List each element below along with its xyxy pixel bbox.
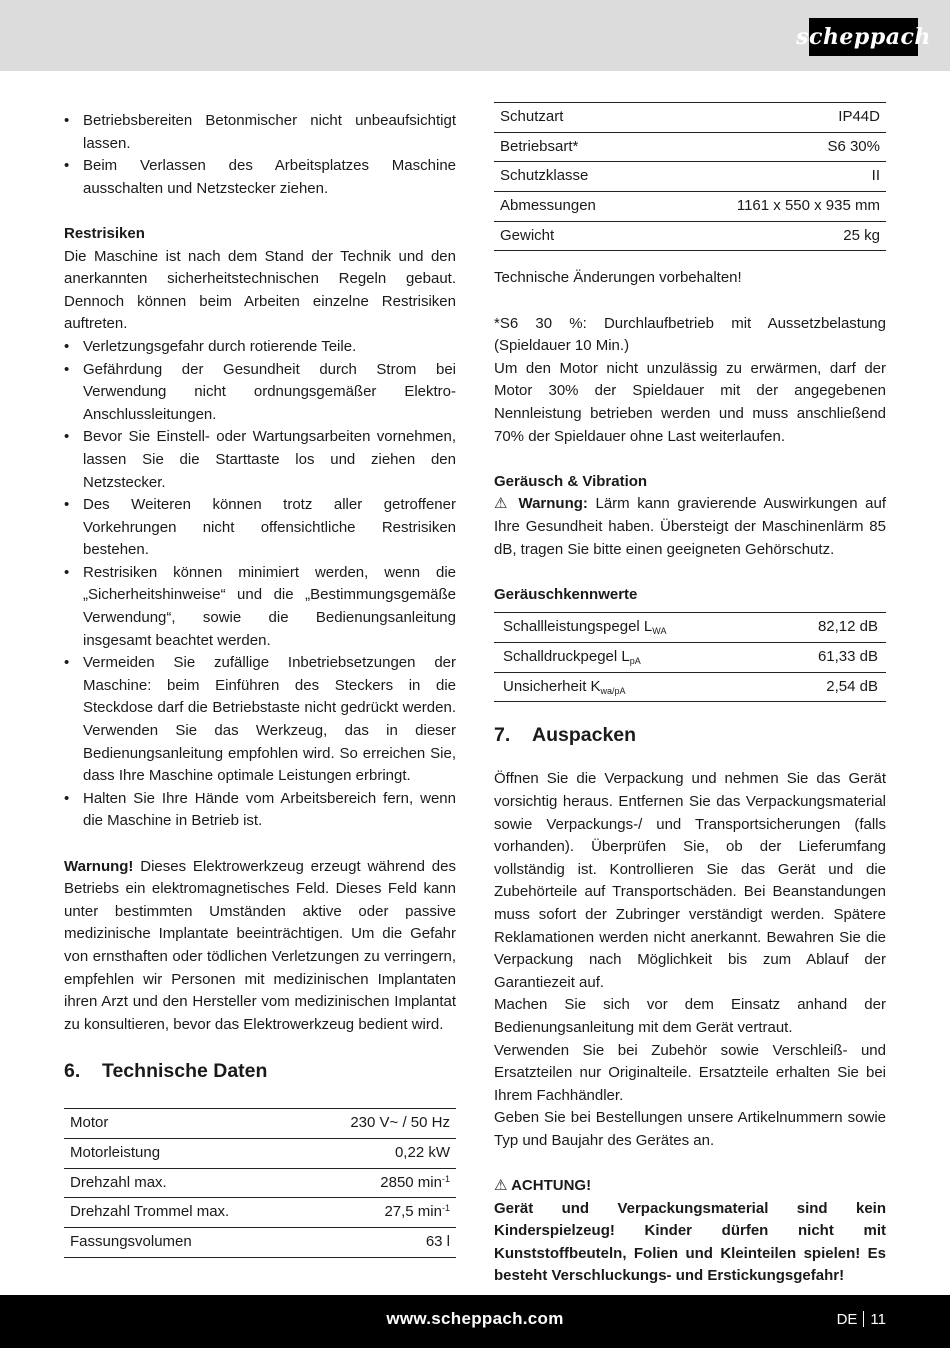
s6-footnote: *S6 30 %: Durchlaufbetrieb mit Aussetzbelastung (Spieldauer 10 Min.) (494, 314, 886, 355)
website-link[interactable]: www.scheppach.com (386, 1309, 564, 1328)
warning-text: Dieses Elektrowerkzeug erzeugt während des Betriebs ein elektromagnetisches Feld. Dieses Feld kann unter bestimmten Umständen aktive oder passive medizinische Implantate beeinträchtigen. Um die Gefahr von ernsthaften oder tödlichen Verletzungen zu verringern, empfehlen wir Personen mit medizinischen Implantaten ihren Arzt und den Hersteller vom medizinischen Implantat zu konsultieren, bevor das Elektrowerkzeug bedient wird. (64, 857, 456, 1033)
spec-table (494, 102, 886, 251)
noise-values-heading: Geräuschkennwerte (494, 585, 638, 603)
table-row (494, 221, 886, 251)
emf-warning-paragraph (64, 856, 456, 1037)
table-row (494, 132, 886, 162)
list-item: • Verletzungsgefahr durch rotierende Teile. (64, 336, 456, 359)
noise-warning-paragraph (494, 493, 886, 561)
table-cell-value: 25 kg (655, 221, 886, 251)
table-cell-value: 82,12 dB (771, 613, 886, 643)
warning-triangle-icon: ⚠ (494, 1177, 508, 1195)
table-row (64, 1228, 456, 1258)
section-title: Technische Daten (102, 1060, 268, 1083)
page-indicator (837, 1309, 886, 1332)
section-heading-technical-data (64, 1058, 456, 1084)
unpack-paragraph: Machen Sie sich vor dem Einsatz anhand der Bedienungsanleitung mit dem Gerät vertraut. (494, 996, 886, 1036)
right-column (494, 102, 886, 1288)
technical-data-table (64, 1108, 456, 1257)
section-number: 7. (494, 724, 511, 747)
table-cell-label: Schallleistungspegel $L_{WA}$ (494, 613, 771, 643)
list-item: • Restrisiken können minimiert werden, wenn die „Sicherheitshinweise“ und die „Bestimmungsgemäße Verwendung“, sowie die Bedienungsanleitung insgesamt beachtet werden. (64, 562, 456, 652)
table-cell-value: S6 30% (655, 132, 886, 162)
table-row (494, 162, 886, 192)
unpack-paragraph: Öffnen Sie die Verpackung und nehmen Sie das Gerät vorsichtig heraus. Entfernen Sie das Verpackungsmaterial sowie Verpackungs-/ und Transportsicherungen (falls vorhanden). Überprüfen Sie, ob der Lieferumfang vollständig ist. Kontrollieren Sie das Gerät und die Zubehörteile auf Transportschäden. Bei Beanstandungen muss sofort der Zubringer verständigt werden. Spätere Reklamationen werden nicht anerkannt. Bewahren Sie die Verpackung nach Möglichkeit bis zum Ablauf der Garantiezeit auf. (494, 770, 886, 991)
table-cell-label: Drehzahl Trommel max. (64, 1198, 301, 1228)
page-footer (0, 1295, 950, 1348)
table-cell-label: Schutzart (494, 103, 655, 133)
list-item: • Vermeiden Sie zufällige Inbetriebsetzungen der Maschine: beim Einführen des Steckers in die Steckdose darf die Betriebstaste nicht gedrückt werden. Verwenden Sie das Werkzeug, das in dieser Bedienungsanleitung empfohlen wird. So erreichen Sie, dass Ihre Maschine optimale Leistungen erbringt. (64, 652, 456, 788)
residual-risks-heading: Restrisiken (64, 224, 145, 242)
page-header (0, 0, 950, 71)
brand-logo: scheppach (809, 18, 918, 56)
safety-bullet-list (64, 110, 456, 200)
table-cell-label: Gewicht (494, 221, 655, 251)
list-item: • Bevor Sie Einstell- oder Wartungsarbeiten vornehmen, lassen Sie die Starttaste los und ziehen den Netzstecker. (64, 426, 456, 494)
table-row (64, 1168, 456, 1198)
noise-values-table (494, 612, 886, 702)
list-item: • Betriebsbereiten Betonmischer nicht unbeaufsichtigt lassen. (64, 110, 456, 155)
left-column (64, 110, 456, 1258)
table-cell-label: Schutzklasse (494, 162, 655, 192)
table-cell-value: 0,22 kW (301, 1139, 456, 1169)
table-row (494, 613, 886, 643)
table-row (64, 1198, 456, 1228)
residual-risks-intro: Die Maschine ist nach dem Stand der Technik und den anerkannten sicherheitstechnischen Regeln gebaut. Dennoch können beim Arbeiten einzelne Restrisiken auftreten. (64, 247, 456, 333)
table-row (494, 103, 886, 133)
table-row (494, 192, 886, 222)
list-item: • Halten Sie Ihre Hände vom Arbeitsbereich fern, wenn die Maschine in Betrieb ist. (64, 788, 456, 833)
unpack-paragraph: Geben Sie bei Bestellungen unsere Artikelnummern sowie Typ und Baujahr des Gerätes an. (494, 1109, 886, 1149)
noise-vibration-heading: Geräusch & Vibration (494, 472, 648, 490)
table-cell-value: 230 V~ / 50 Hz (301, 1109, 456, 1139)
table-row (494, 672, 886, 702)
table-cell-value: 63 l (301, 1228, 456, 1258)
warning-text: Lärm kann gravierende Auswirkungen auf Ihre Gesundheit haben. Übersteigt der Maschinenlärm 85 dB, tragen Sie bitte einen geeigneten Gehörschutz. (494, 495, 886, 558)
table-cell-label: Motor (64, 1109, 301, 1139)
table-cell-label: Abmessungen (494, 192, 655, 222)
warning-label: Warnung! (64, 857, 134, 875)
s6-explanation: Um den Motor nicht unzulässig zu erwärmen, darf der Motor 30% der Spieldauer mit der angegebenen Nennleistung betrieben werden und muss anschließend 70% der Spieldauer ohne Last weiterlaufen. (494, 359, 886, 445)
table-row (64, 1109, 456, 1139)
attention-heading: ⚠ ACHTUNG! (494, 1177, 592, 1195)
list-item: • Gefährdung der Gesundheit durch Strom bei Verwendung nicht ordnungsgemäßer Elektro-Anschlussleitungen. (64, 359, 456, 427)
table-cell-value: 2,54 dB (771, 672, 886, 702)
changes-note: Technische Änderungen vorbehalten! (494, 269, 742, 287)
warning-label: Warnung: (518, 495, 588, 513)
table-cell-label: Schalldruckpegel $L_{pA}$ (494, 643, 771, 673)
table-cell-value: 61,33 dB (771, 643, 886, 673)
table-cell-label: Betriebsart* (494, 132, 655, 162)
table-cell-value: IP44D (655, 103, 886, 133)
table-cell-value: II (655, 162, 886, 192)
table-cell-label: Fassungsvolumen (64, 1228, 301, 1258)
table-cell-value: 2850 $\min^{-1}$ (301, 1168, 456, 1198)
section-title: Auspacken (532, 724, 637, 747)
table-cell-value: 27,5 $\min^{-1}$ (301, 1198, 456, 1228)
table-cell-label: Unsicherheit $K_{wa/pA}$ (494, 672, 771, 702)
table-cell-label: Motorleistung (64, 1139, 301, 1169)
section-number: 6. (64, 1060, 81, 1083)
list-item: • Des Weiteren können trotz aller getroffener Vorkehrungen nicht offensichtliche Restrisiken bestehen. (64, 494, 456, 562)
residual-risks-list (64, 336, 456, 833)
table-row (494, 643, 886, 673)
warning-triangle-icon: ⚠ (494, 495, 511, 513)
table-row (64, 1139, 456, 1169)
language-code: DE (836, 1311, 858, 1328)
list-item: • Beim Verlassen des Arbeitsplatzes Maschine ausschalten und Netzstecker ziehen. (64, 155, 456, 200)
table-cell-value: 1161 x 550 x 935 mm (655, 192, 886, 222)
unpack-paragraph: Verwenden Sie bei Zubehör sowie Verschleiß- und Ersatzteilen nur Originalteile. Ersatzteile erhalten Sie bei Ihrem Fachhändler. (494, 1041, 886, 1104)
page-number: 11 (870, 1311, 886, 1328)
section-heading-unpacking (494, 722, 886, 748)
table-cell-label: Drehzahl max. (64, 1168, 301, 1198)
attention-text: Gerät und Verpackungsmaterial sind kein Kinderspielzeug! Kinder dürfen nicht mit Kunststoffbeuteln, Folien und Kleinteilen spielen! Es besteht Verschluckungs- und Erstickungsgefahr! (494, 1199, 886, 1285)
